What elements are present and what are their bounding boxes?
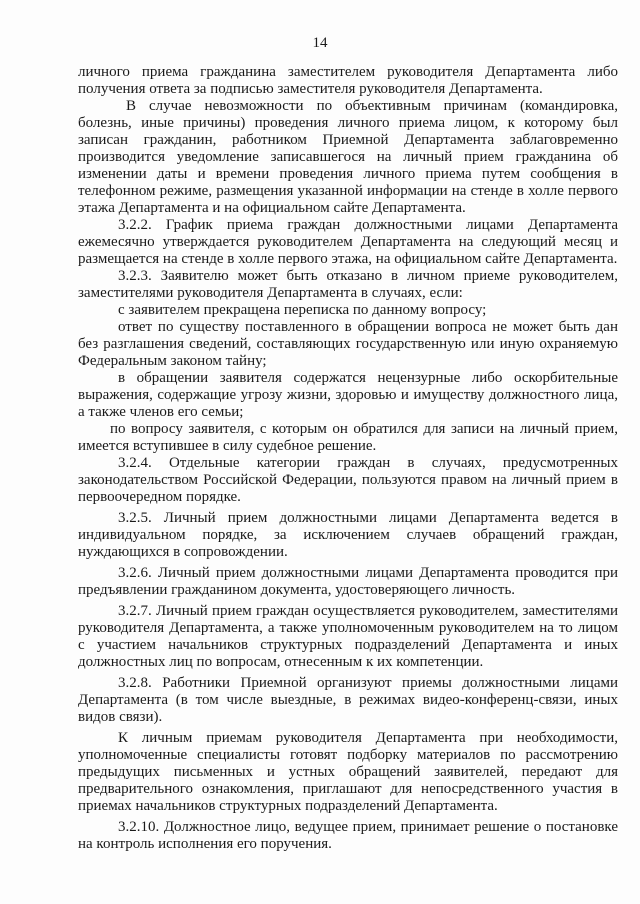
paragraph-reschedule-notice: В случае невозможности по объективным причинам (командировка, болезнь, иные причины) проведения личного приема лицом, к которому был записан гражданин, работником Приемной Департамента заблаговременно производится уведомление записавшегося на личный прием гражданина об изменении даты и времени проведения личного приема путем сообщения в телефонном режиме, размещения указанной информации на стенде в холле первого этажа Департамента и на официальном сайте Департамента. bbox=[78, 98, 618, 216]
paragraph-3-2-6: 3.2.6. Личный прием должностными лицами Департамента проводится при предъявлении гражданином документа, удостоверяющего личность. bbox=[78, 565, 618, 598]
paragraph-3-2-10: 3.2.10. Должностное лицо, ведущее прием, принимает решение о постановке на контроль исполнения его поручения. bbox=[78, 819, 618, 852]
refusal-reason-obscene: в обращении заявителя содержатся нецензурные либо оскорбительные выражения, содержащие угрозу жизни, здоровью и имуществу должностного лица, а также членов его семьи; bbox=[78, 370, 618, 420]
refusal-reason-secret: ответ по существу поставленного в обращении вопроса не может быть дан без разглашения сведений, составляющих государственную или иную охраняемую Федеральным законом тайну; bbox=[78, 319, 618, 369]
paragraph-3-2-4: 3.2.4. Отдельные категории граждан в случаях, предусмотренных законодательством Российской Федерации, пользуются правом на личный прием в первоочередном порядке. bbox=[78, 455, 618, 505]
paragraph-materials-preparation: К личным приемам руководителя Департамента при необходимости, уполномоченные специалисты готовят подборку материалов по рассмотрению предыдущих письменных и устных обращений заявителей, передают для предварительного ознакомления, приглашают для непосредственного участия в приемах начальников структурных подразделений Департамента. bbox=[78, 730, 618, 814]
document-body bbox=[78, 64, 618, 853]
paragraph-3-2-2: 3.2.2. График приема граждан должностными лицами Департамента ежемесячно утверждается руководителем Департамента на следующий месяц и размещается на стенде в холле первого этажа, на официальном сайте Департамента. bbox=[78, 217, 618, 267]
refusal-reason-court: по вопросу заявителя, с которым он обратился для записи на личный прием, имеется вступившее в силу судебное решение. bbox=[78, 421, 618, 454]
paragraph-3-2-8: 3.2.8. Работники Приемной организуют приемы должностными лицами Департамента (в том числе выездные, в режимах видео-конференц-связи, иных видов связи). bbox=[78, 675, 618, 725]
paragraph-3-2-5: 3.2.5. Личный прием должностными лицами Департамента ведется в индивидуальном порядке, за исключением случаев обращений граждан, нуждающихся в сопровождении. bbox=[78, 510, 618, 560]
paragraph-3-2-7: 3.2.7. Личный прием граждан осуществляется руководителем, заместителями руководителя Департамента, а также уполномоченным руководителем на то лицом с участием начальников структурных подразделений Департамента и иных должностных лиц по вопросам, отнесенным к их компетенции. bbox=[78, 603, 618, 670]
paragraph-continuation: личного приема гражданина заместителем руководителя Департамента либо получения ответа за подписью заместителя руководителя Департамента. bbox=[78, 64, 618, 97]
page-number: 14 bbox=[312, 35, 328, 51]
paragraph-3-2-3: 3.2.3. Заявителю может быть отказано в личном приеме руководителем, заместителями руководителя Департамента в случаях, если: bbox=[78, 268, 618, 301]
refusal-reason-correspondence: с заявителем прекращена переписка по данному вопросу; bbox=[118, 302, 487, 318]
